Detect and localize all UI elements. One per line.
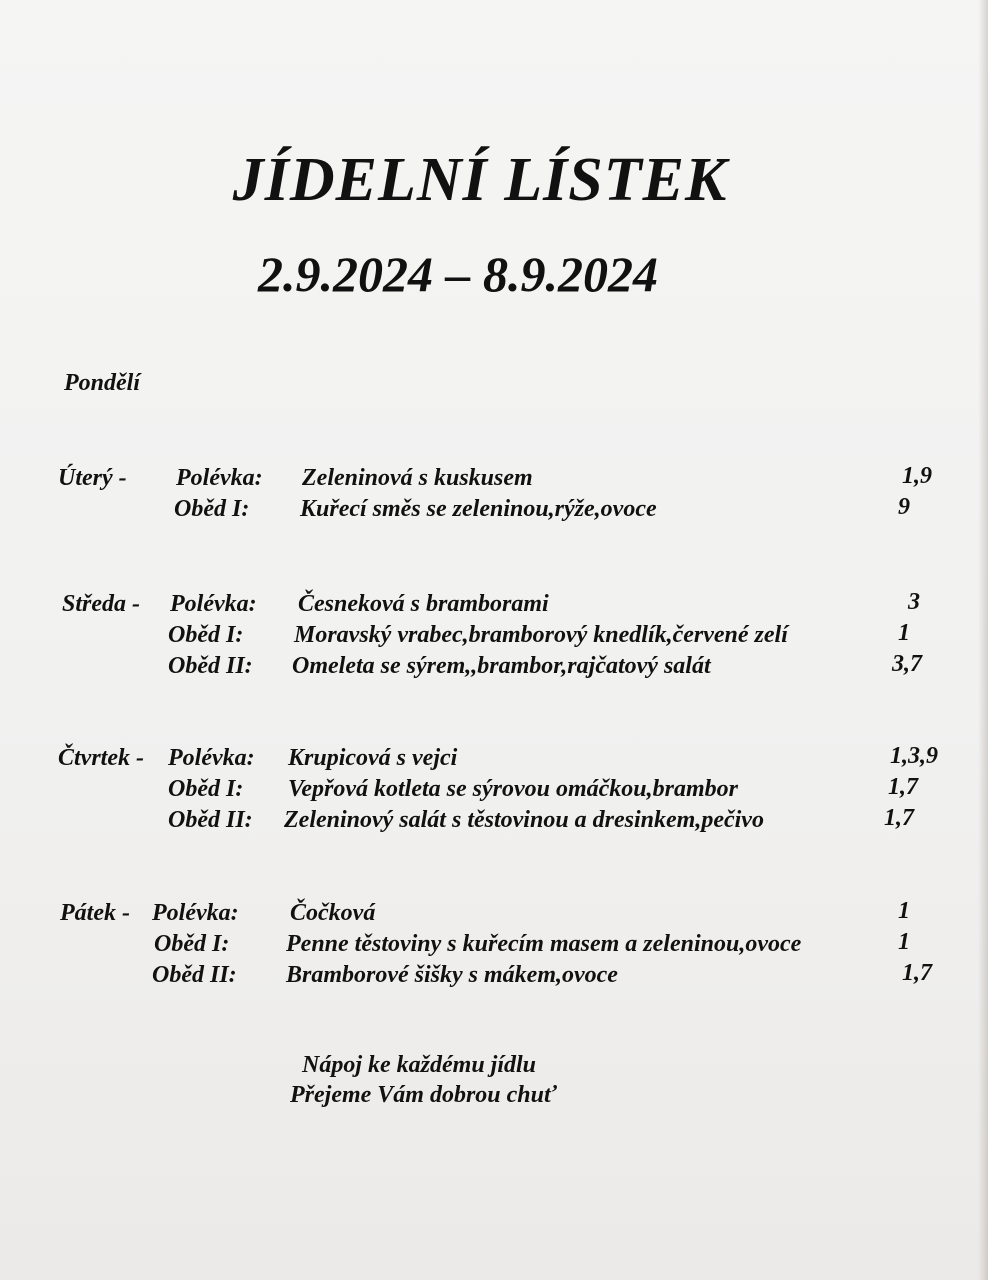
meal-label: Oběd I:: [168, 622, 244, 648]
footer-drink-note: Nápoj ke každému jídlu: [302, 1052, 537, 1078]
day-label-wednesday: Středa -: [62, 591, 140, 617]
meal-label: Polévka:: [176, 465, 263, 491]
meal-label: Oběd I:: [154, 931, 230, 957]
day-label-thursday: Čtvrtek -: [58, 745, 144, 771]
allergen-codes: 1,7: [888, 774, 918, 800]
dish-name: Čočková: [290, 900, 376, 926]
dish-name: Vepřová kotleta se sýrovou omáčkou,brambor: [288, 776, 738, 802]
paper-edge-shadow: [978, 0, 988, 1280]
meal-label: Polévka:: [168, 745, 255, 771]
dish-name: Moravský vrabec,bramborový knedlík,červené zelí: [294, 622, 788, 648]
allergen-codes: 1,9: [902, 463, 932, 489]
dish-name: Omeleta se sýrem,,brambor,rajčatový salát: [292, 653, 711, 679]
allergen-codes: 3,7: [892, 651, 922, 677]
day-label-monday: Pondělí: [64, 370, 140, 396]
allergen-codes: 1: [898, 898, 910, 924]
allergen-codes: 9: [898, 494, 910, 520]
allergen-codes: 3: [908, 589, 920, 615]
dish-name: Bramborové šišky s mákem,ovoce: [286, 962, 618, 988]
dish-name: Krupicová s vejci: [288, 745, 458, 771]
dish-name: Penne těstoviny s kuřecím masem a zeleninou,ovoce: [286, 931, 802, 957]
meal-label: Oběd II:: [168, 807, 253, 833]
dish-name: Česneková s bramborami: [298, 591, 549, 617]
meal-label: Oběd I:: [168, 776, 244, 802]
date-range: 2.9.2024 – 8.9.2024: [258, 246, 658, 302]
meal-label: Oběd II:: [168, 653, 253, 679]
allergen-codes: 1,7: [902, 960, 932, 986]
allergen-codes: 1,7: [884, 805, 914, 831]
allergen-codes: 1: [898, 929, 910, 955]
dish-name: Kuřecí směs se zeleninou,rýže,ovoce: [300, 496, 657, 522]
allergen-codes: 1: [898, 620, 910, 646]
day-label-tuesday: Úterý -: [58, 465, 127, 491]
meal-label: Polévka:: [152, 900, 239, 926]
meal-label: Oběd I:: [174, 496, 250, 522]
allergen-codes: 1,3,9: [890, 743, 938, 769]
meal-label: Oběd II:: [152, 962, 237, 988]
dish-name: Zeleninová s kuskusem: [302, 465, 533, 491]
footer-greeting: Přejeme Vám dobrou chuť: [290, 1082, 557, 1108]
meal-label: Polévka:: [170, 591, 257, 617]
page-title: JÍDELNÍ LÍSTEK: [232, 146, 728, 214]
dish-name: Zeleninový salát s těstovinou a dresinkem,pečivo: [284, 807, 764, 833]
day-label-friday: Pátek -: [60, 900, 130, 926]
